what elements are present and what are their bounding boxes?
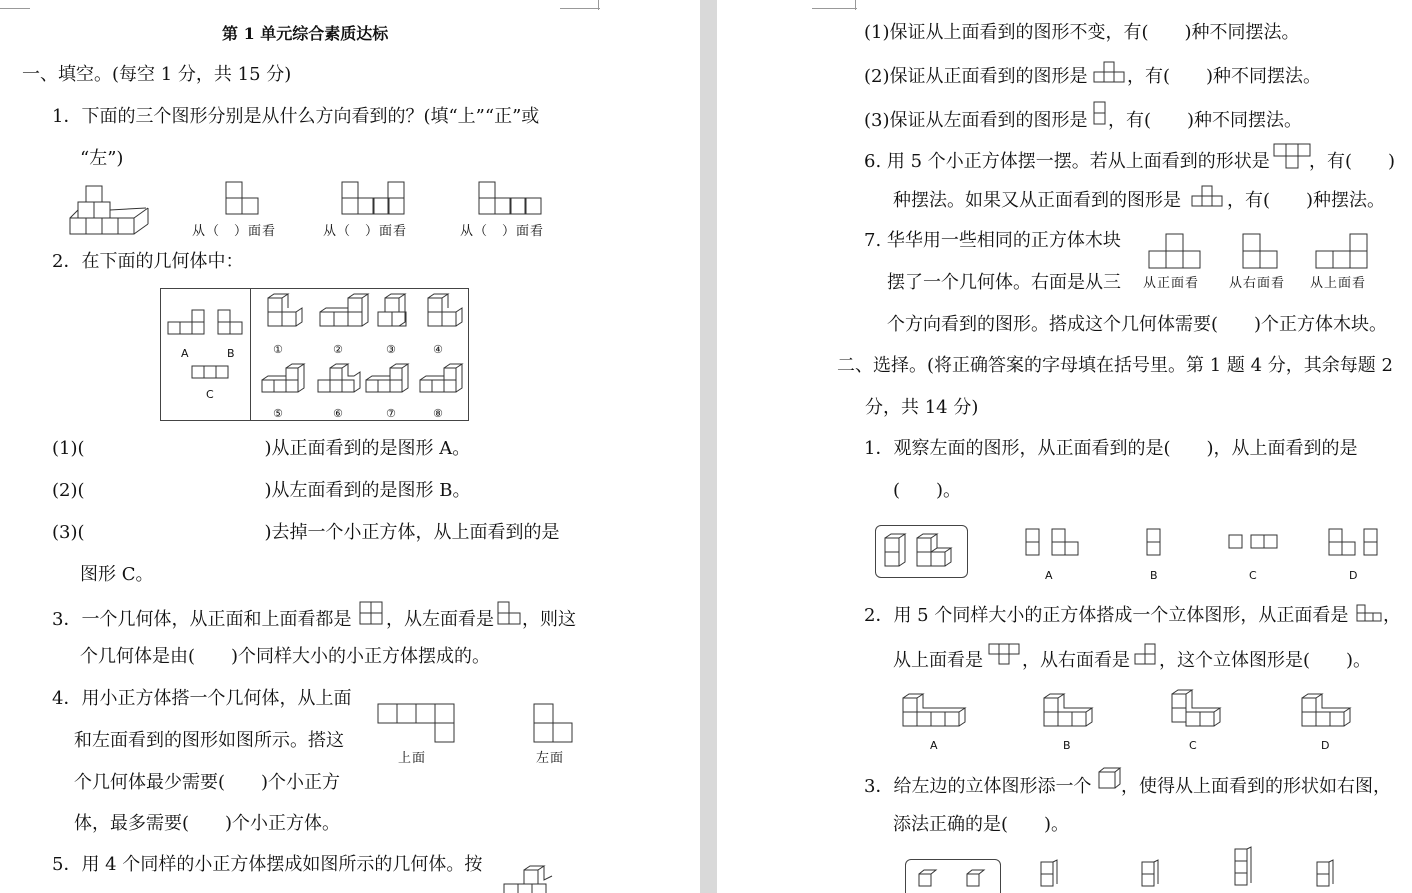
cube-stack-figure [68,182,158,238]
figure-caption: 从右面看 [1229,276,1286,291]
left-page [0,0,700,893]
figure-caption: 从正面看 [1143,276,1200,291]
page-gutter [700,0,717,893]
question-text: 摆了一个几何体。右面是从三 [887,272,1121,293]
crop-mark [560,8,600,9]
figure-caption: 从（ ）面看 [192,224,277,239]
question-text: ，有( )种摆法。 [1227,190,1386,211]
option-label: B [1150,569,1158,582]
inline-view-figure [1272,142,1312,170]
option-label: B [1063,739,1071,752]
crop-mark [598,0,599,10]
inline-view-figure [1092,100,1108,126]
question-text: 3．一个几何体，从正面和上面看都是 [52,609,352,630]
question-text: (2)保证从正面看到的图形是 [864,66,1088,87]
question-text: 6. 用 5 个小正方体摆一摆。若从上面看到的形状是 [864,151,1270,172]
front-view-figure [1147,232,1205,272]
option-label: C [1189,739,1197,752]
top-view-figure [1314,232,1372,272]
question-text: (3)( )去掉一个小正方体，从上面看到的是 [52,522,560,543]
option-solid-figure [900,690,970,730]
question-text: (2)( )从左面看到的是图形 B。 [52,480,471,501]
question-text: 5．用 4 个同样的小正方体摆成如图所示的几何体。按 [52,854,483,875]
question-text: 体，最多需要( )个小正方体。 [74,813,341,834]
question-text: 2．用 5 个同样大小的正方体搭成一个立体图形，从正面看是 [864,605,1349,626]
question-text: 7. 华华用一些相同的正方体木块 [864,230,1121,251]
option-solid-figure [1315,860,1351,893]
question-text: 添法正确的是( )。 [893,814,1070,835]
question-text: 2．在下面的几何体中： [52,251,244,272]
question-text: 种摆法。如果又从正面看到的图形是 [893,190,1181,211]
question-text: 1．下面的三个图形分别是从什么方向看到的？(填“上”“正”或 [52,106,540,127]
option-label: A [1045,569,1053,582]
section-heading: 一、填空。(每空 1 分，共 15 分) [22,64,292,85]
question-text: ( )。 [893,480,962,501]
solid-figure [881,530,961,572]
question-text: ，有( ) [1309,151,1396,172]
view-figure [477,180,547,216]
question-text: ，有( )种不同摆法。 [1108,110,1303,131]
question-text: 3．给左边的立体图形添一个 [864,776,1092,797]
view-figure [190,364,232,380]
solid-number: ② [333,343,343,356]
option-label: D [1349,569,1358,582]
divider [250,288,251,421]
cube-icon [1097,766,1123,792]
question-text: 从上面看是 [893,650,983,671]
inline-view-figure [358,600,386,626]
question-text: (1)( )从正面看到的是图形 A。 [52,438,471,459]
crop-mark [812,8,857,9]
section-heading: 二、选择。(将正确答案的字母填在括号里。第 1 题 4 分，其余每题 2 [837,355,1393,376]
figure-caption: 上面 [398,751,427,766]
question-text: ，从右面看是 [1022,650,1130,671]
left-view-figure [532,702,576,744]
inline-view-figure [1355,603,1385,625]
question-text: 个方向看到的图形。搭成这个几何体需要( )个正方体木块。 [887,314,1388,335]
right-page [717,0,1412,893]
view-figure [340,180,410,216]
question-text: 和左面看到的图形如图所示。搭这 [74,730,344,751]
crop-mark [855,0,856,10]
inline-view-figure [1092,60,1128,84]
section-heading: 分，共 14 分) [865,397,979,418]
solid-number: ③ [386,343,396,356]
question-text: “左”) [80,148,124,169]
question-text: 1．观察左面的图形，从正面看到的是( )，从上面看到的是 [864,438,1358,459]
figure-caption: 从（ ）面看 [323,224,408,239]
question-text: ， [1383,605,1401,626]
option-solid-figure [1169,690,1225,730]
option-solid-figure [1299,690,1355,730]
view-figure [166,310,246,336]
question-text: (3)保证从左面看到的图形是 [864,110,1088,131]
solid-number: ④ [433,343,443,356]
inline-view-figure [1133,642,1159,668]
question-text: ，则这 [522,609,576,630]
option-figure [1022,527,1092,559]
option-label: A [930,739,938,752]
option-solid-figure [1041,690,1097,730]
question-text: ，使得从上面看到的形状如右图， [1121,776,1391,797]
question-text: (1)保证从上面看到的图形不变，有( )种不同摆法。 [864,22,1300,43]
solid-number: ⑥ [333,407,343,420]
inline-view-figure [1190,184,1226,208]
figure-caption: 左面 [536,751,565,766]
solids-row-figure [258,362,468,398]
option-label: B [227,347,235,360]
page-title: 第 1 单元综合素质达标 [222,24,389,43]
top-view-figure [376,702,458,744]
crop-mark [0,8,30,9]
cube-stack-figure [502,866,562,893]
solids-row-figure [262,294,462,334]
option-label: A [181,347,189,360]
solid-figure [911,866,995,893]
solid-number: ⑧ [433,407,443,420]
option-solid-figure [1039,860,1075,893]
question-text: 个几何体最少需要( )个小正方 [74,772,341,793]
option-solid-figure [1231,847,1267,893]
solid-number: ① [273,343,283,356]
question-text: 图形 C。 [80,564,154,585]
inline-view-figure [987,642,1023,668]
solid-number: ⑦ [386,407,396,420]
question-text: ，从左面看是 [386,609,494,630]
view-figure [224,180,264,216]
option-label: C [1249,569,1257,582]
question-text: 4．用小正方体搭一个几何体，从上面 [52,688,352,709]
figure-caption: 从（ ）面看 [460,224,545,239]
question-text: ，这个立体图形是( )。 [1159,650,1372,671]
solid-number: ⑤ [273,407,283,420]
inline-view-figure [496,600,522,626]
question-text: ，有( )种不同摆法。 [1127,66,1322,87]
question-text: 个几何体是由( )个同样大小的小正方体摆成的。 [80,646,491,667]
option-solid-figure [1140,860,1176,893]
option-figure [1327,527,1381,559]
option-figure [1145,527,1165,559]
right-view-figure [1241,232,1281,272]
option-figure [1227,533,1285,551]
figure-caption: 从上面看 [1310,276,1367,291]
option-label: D [1321,739,1330,752]
option-label: C [206,388,214,401]
